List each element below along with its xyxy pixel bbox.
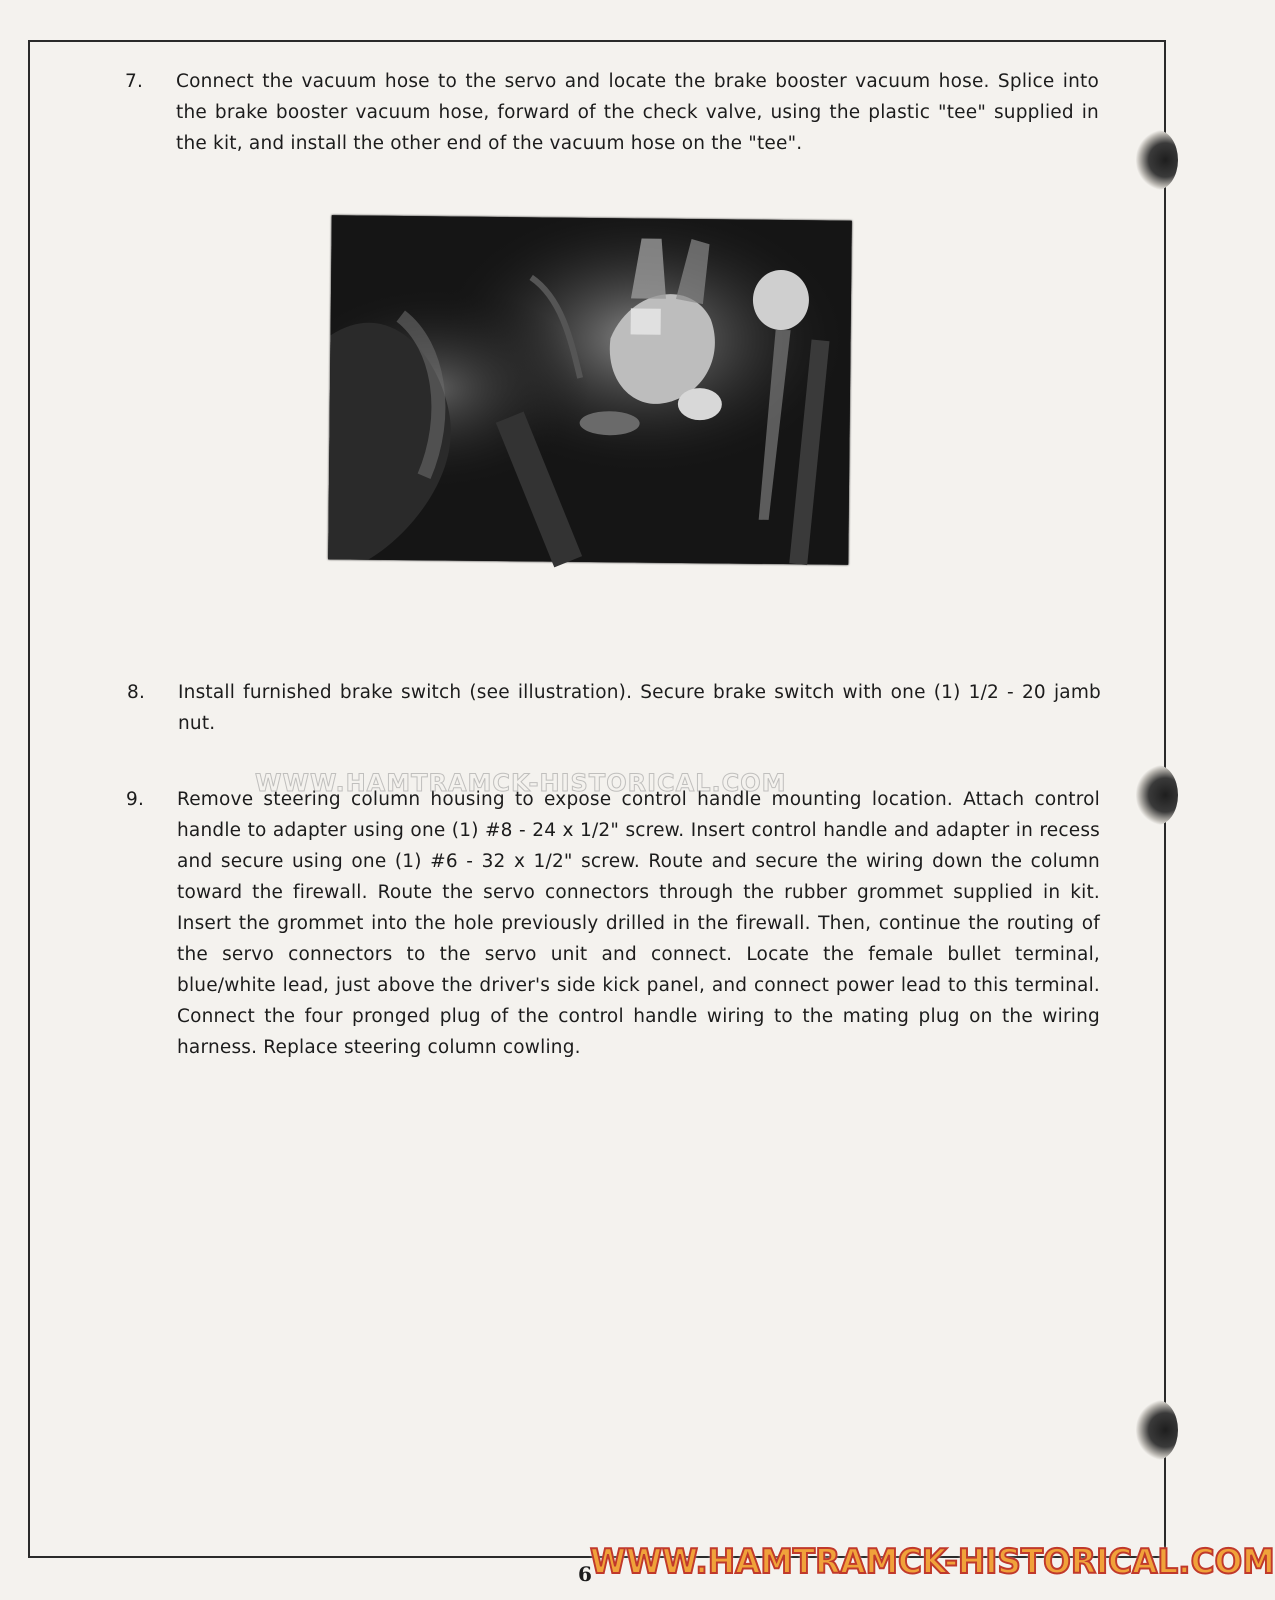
watermark-overlay: WWW.HAMTRAMCK-HISTORICAL.COM (255, 769, 787, 797)
binder-hole-icon (1136, 130, 1178, 190)
step-text: Connect the vacuum hose to the servo and locate the brake booster vacuum hose. Splice into the brake booster vacuum hose, forward of the check valve, using the plastic "tee" supplied in the kit, and install the other end of the vacuum hose on the "tee". (176, 71, 1099, 154)
step-number: 9. (126, 789, 145, 810)
binder-hole-icon (1136, 1400, 1178, 1460)
engine-bay-image (328, 215, 852, 564)
step-number: 7. (125, 71, 144, 92)
watermark-footer: WWW.HAMTRAMCK-HISTORICAL.COM (590, 1542, 1275, 1582)
step-text: Remove steering column housing to expose control handle mounting location. Attach control handle to adapter using one (1) #8 - 24 x 1/2" screw. Insert control handle and adapter in recess and secure using one (1) #6 - 32 x 1/2" screw. Route and secure the wiring down the column toward the firewall. Route the servo connectors through the rubber grommet supplied in kit. Insert the grommet into the hole previously drilled in the firewall. Then, continue the routing of the servo connectors to the servo unit and connect. Locate the female bullet terminal, blue/white lead, just above the driver's side kick panel, and connect power lead to this terminal. Connect the four pronged plug of the control handle wiring to the mating plug on the wiring harness. Replace steering column cowling. (177, 789, 1100, 1058)
binder-hole-icon (1136, 765, 1178, 825)
step-number: 8. (127, 682, 146, 703)
step-text: Install furnished brake switch (see illustration). Secure brake switch with one (1) 1/2 - 20 jamb nut. (178, 682, 1101, 734)
page-number: 6 (578, 1562, 592, 1586)
vacuum-hose-photo (328, 215, 852, 564)
